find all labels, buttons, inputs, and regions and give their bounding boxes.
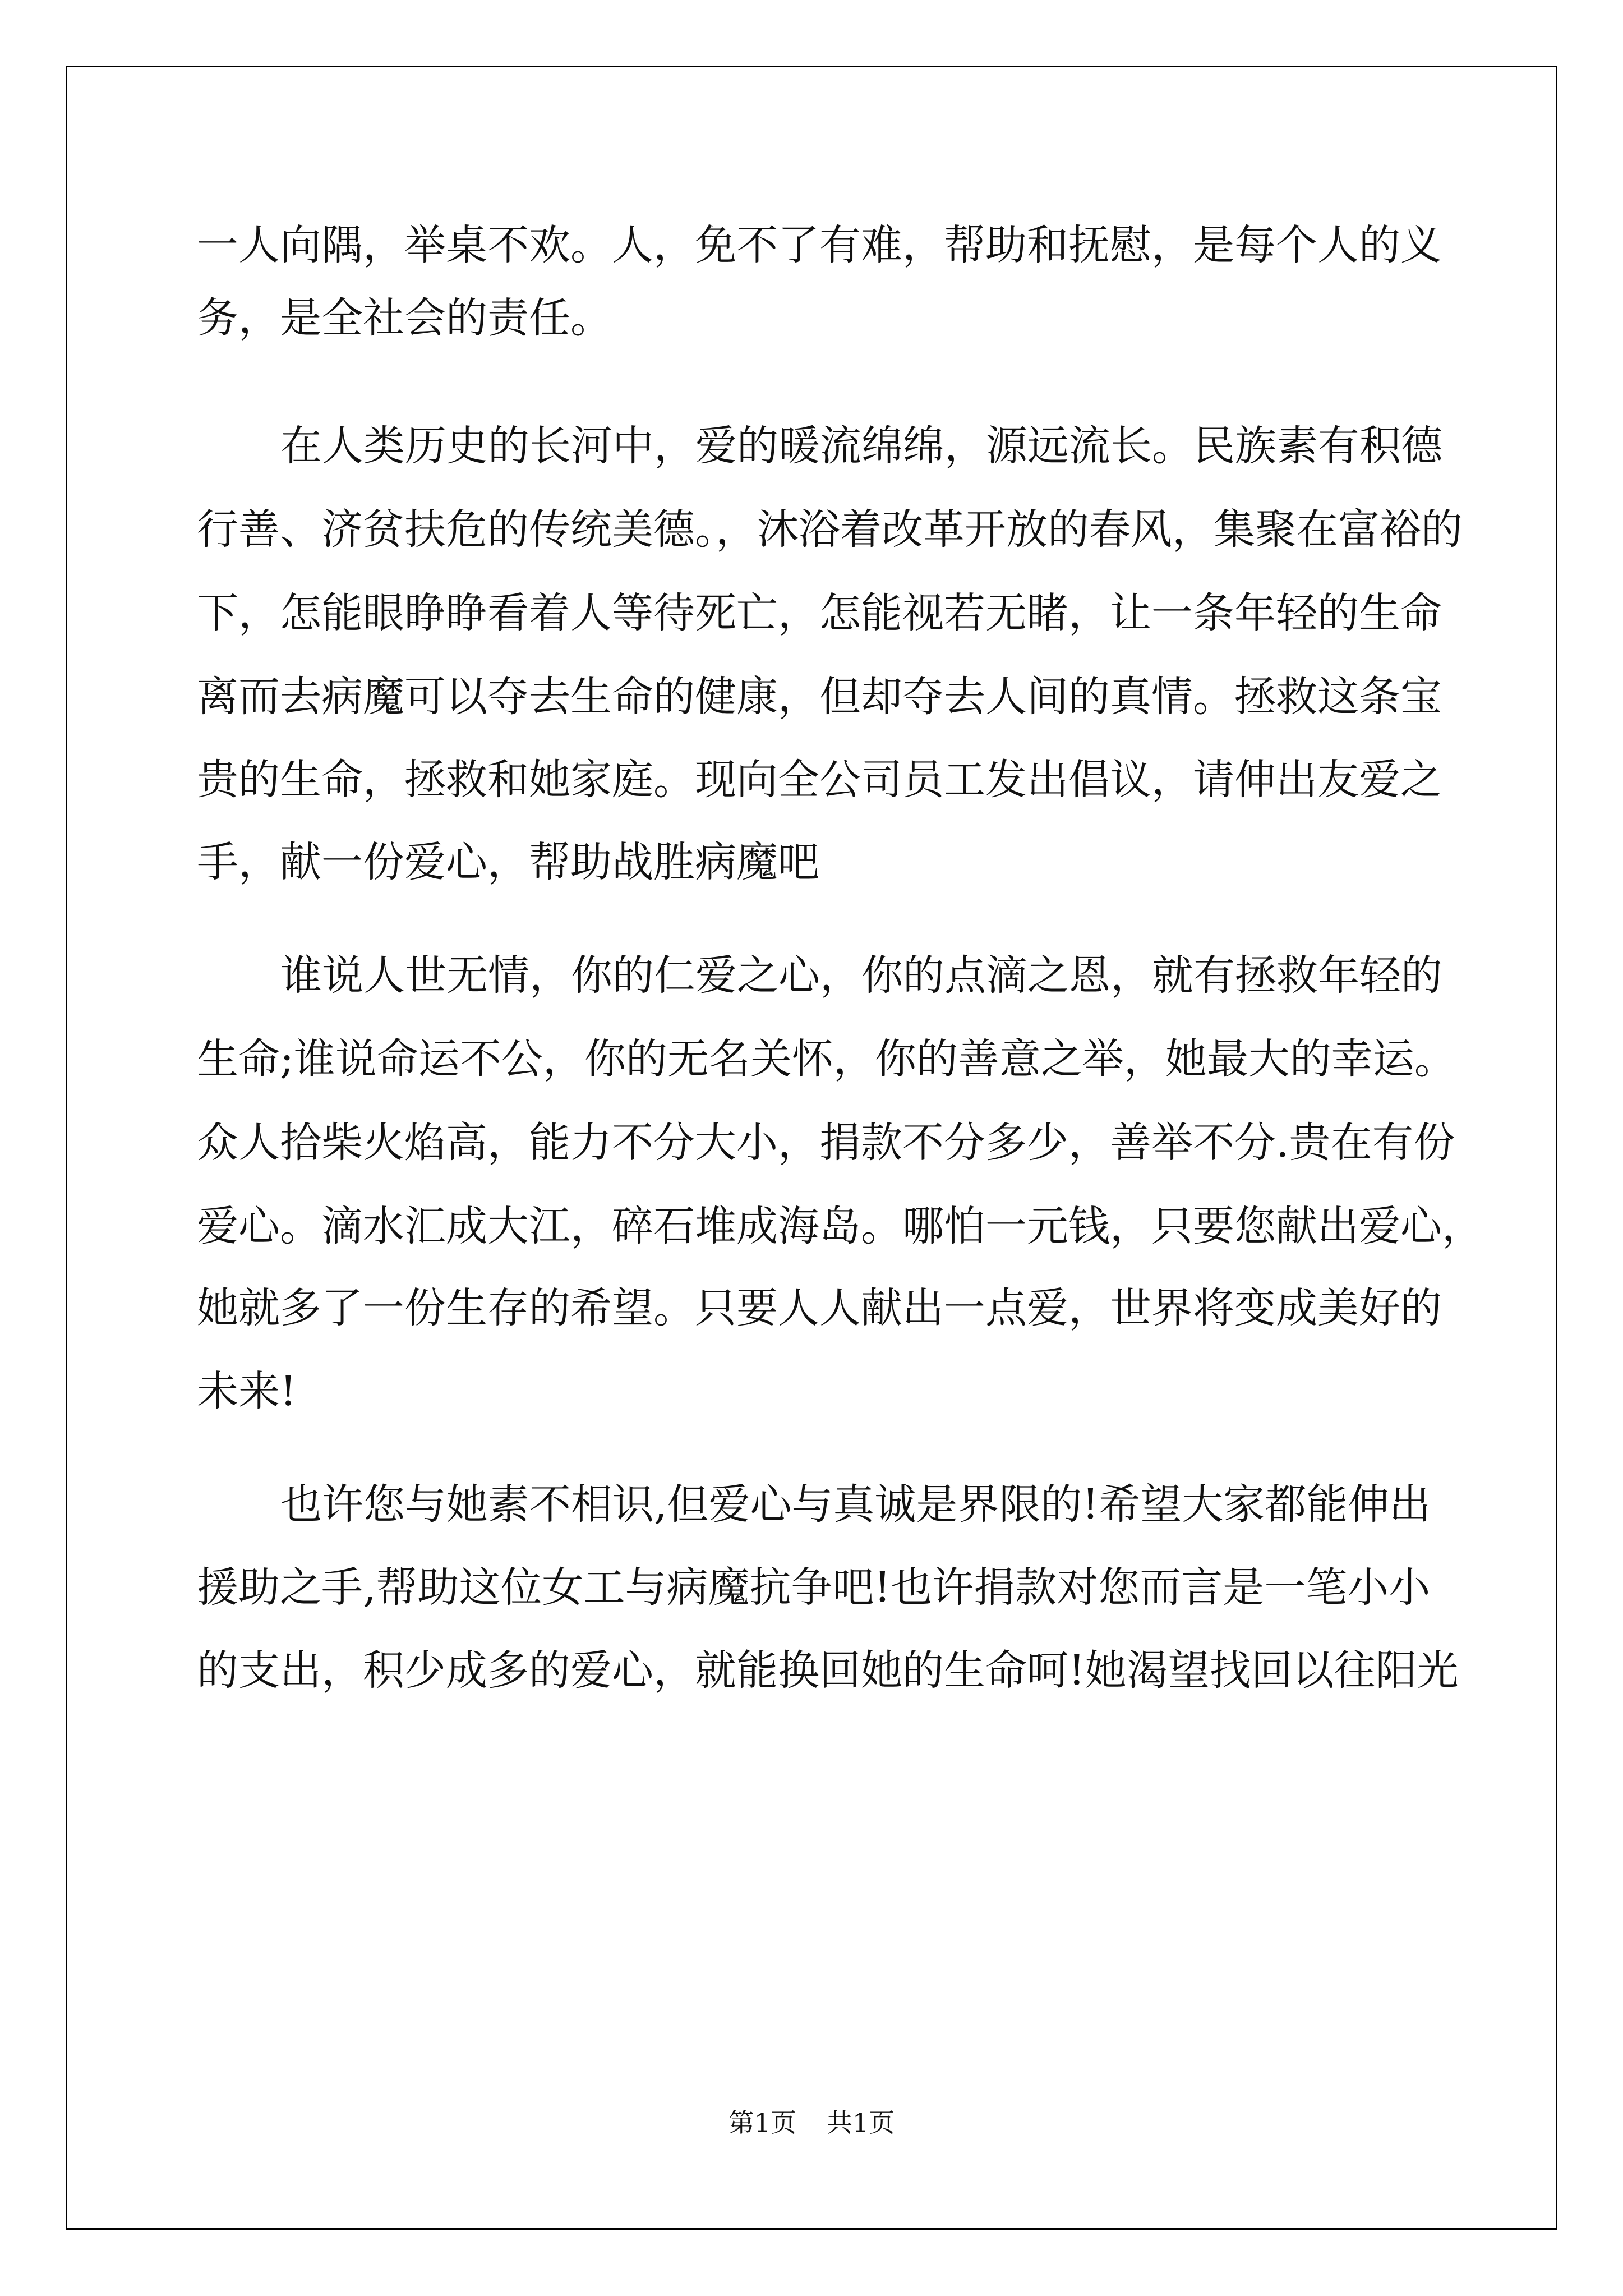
- paragraph-4-line-2: 援助之手,帮助这位女工与病魔抗争吧!也许捐款对您而言是一笔小小: [197, 1563, 1431, 1612]
- page-total-label: 共1页: [827, 2108, 895, 2138]
- page-current-label: 第1页: [728, 2108, 796, 2138]
- paragraph-2-line-4: 离而去病魔可以夺去生命的健康，但却夺去人间的真情。拯救这条宝: [197, 673, 1442, 721]
- paragraph-2-line-2: 行善、济贫扶危的传统美德。，沐浴着改革开放的春风，集聚在富裕的: [197, 505, 1463, 554]
- paragraph-1-line-2: 务，是全社会的责任。: [197, 294, 612, 342]
- paragraph-3-line-5: 她就多了一份生存的希望。只要人人献出一点爱，世界将变成美好的: [197, 1284, 1442, 1332]
- paragraph-3-line-3: 众人拾柴火焰高，能力不分大小，捐款不分多少，善举不分.贵在有份: [197, 1119, 1455, 1167]
- paragraph-4-line-3: 的支出，积少成多的爱心，就能换回她的生命呵!她渴望找回以往阳光: [197, 1646, 1459, 1695]
- paragraph-2-line-5: 贵的生命，拯救和她家庭。现向全公司员工发出倡议，请伸出友爱之: [197, 756, 1442, 804]
- paragraph-3-line-2: 生命;谁说命运不公，你的无名关怀，你的善意之举，她最大的幸运。: [197, 1035, 1456, 1083]
- paragraph-1-line-1: 一人向隅，举桌不欢。人，免不了有难，帮助和抚慰，是每个人的义: [197, 221, 1442, 269]
- paragraph-3-line-6: 未来!: [197, 1367, 297, 1415]
- paragraph-2-line-3: 下，怎能眼睁睁看着人等待死亡，怎能视若无睹，让一条年轻的生命: [197, 589, 1442, 637]
- page-footer: [0, 2102, 1623, 2139]
- paragraph-3-line-4: 爱心。滴水汇成大江，碎石堆成海岛。哪怕一元钱，只要您献出爱心，: [197, 1202, 1483, 1250]
- paragraph-3-line-1: 谁说人世无情，你的仁爱之心，你的点滴之恩，就有拯救年轻的: [280, 951, 1442, 1000]
- paragraph-2-line-1: 在人类历史的长河中，爱的暖流绵绵，源远流长。民族素有积德: [280, 422, 1442, 470]
- paragraph-4-line-1: 也许您与她素不相识,但爱心与真诚是界限的!希望大家都能伸出: [280, 1480, 1431, 1529]
- paragraph-2-line-6: 手，献一份爱心，帮助战胜病魔吧: [197, 838, 819, 886]
